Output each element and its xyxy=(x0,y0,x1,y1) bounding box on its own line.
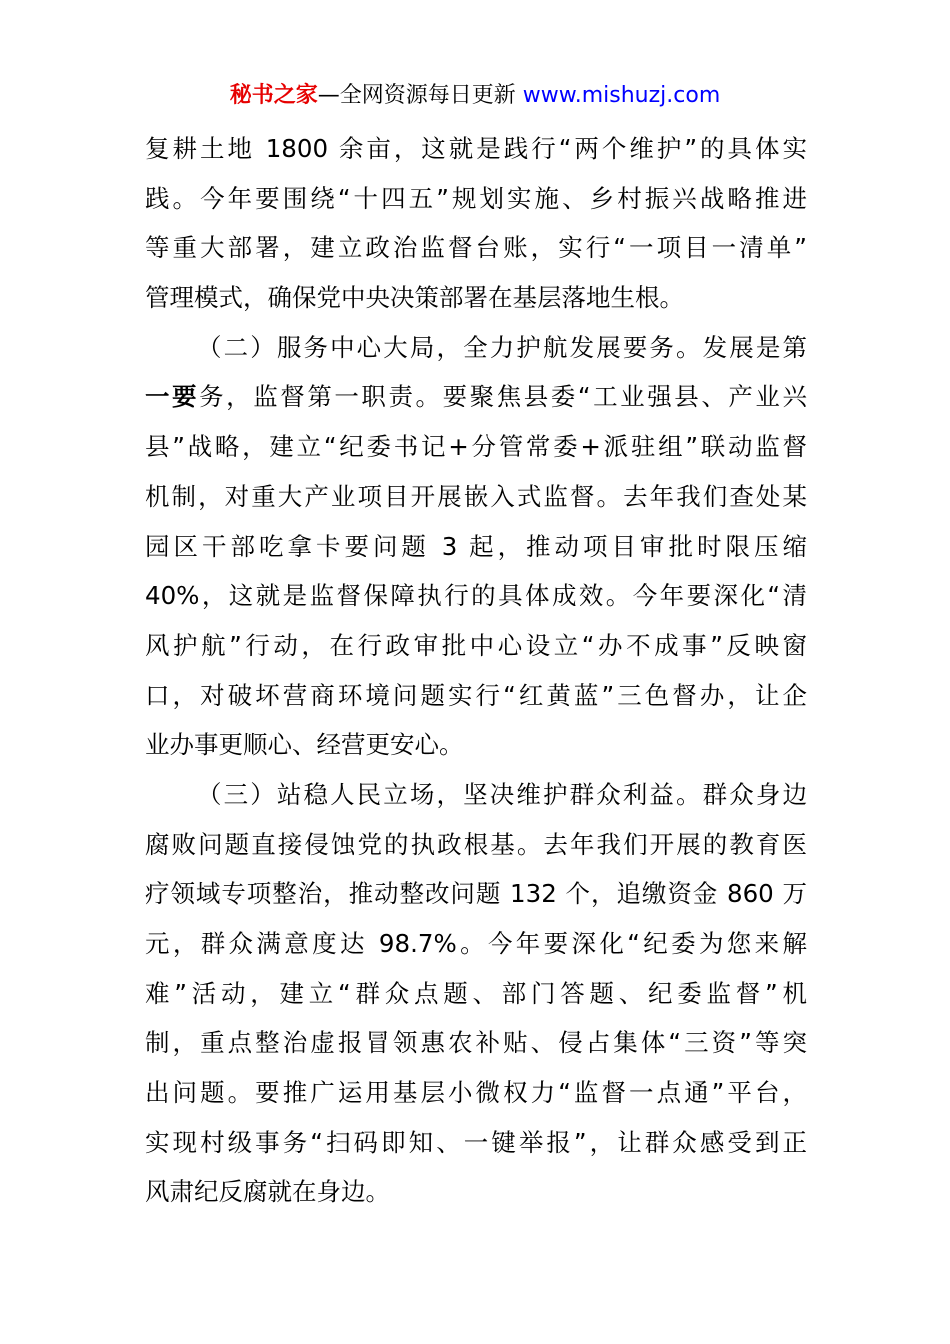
text-line-rest: 务，监督第一职责。要聚焦县委“工业强县、产业兴 xyxy=(199,382,807,412)
text-line: 管理模式，确保党中央决策部署在基层落地生根。 xyxy=(145,283,684,313)
section-heading-line: （三）站稳人民立场，坚决维护群众利益。群众身边 xyxy=(197,779,807,809)
document-body xyxy=(145,124,807,1217)
text-line: 等重大部署，建立政治监督台账，实行“一项目一清单” xyxy=(145,233,807,263)
section-heading-line: （二）服务中心大局，全力护航发展要务。发展是第 xyxy=(197,332,807,362)
text-line: 难”活动，建立“群众点题、部门答题、纪委监督”机 xyxy=(145,978,807,1008)
text-line: 40%，这就是监督保障执行的具体成效。今年要深化“清 xyxy=(145,581,807,611)
text-line: 复耕土地 1800 余亩，这就是践行“两个维护”的具体实 xyxy=(145,134,807,163)
text-line: 口，对破坏营商环境问题实行“红黄蓝”三色督办，让企 xyxy=(145,680,807,710)
text-line: 出问题。要推广运用基层小微权力“监督一点通”平台， xyxy=(145,1078,807,1108)
text-line: 制，重点整治虚报冒领惠农补贴、侵占集体“三资”等突 xyxy=(145,1028,807,1058)
text-line: 元，群众满意度达 98.7%。今年要深化“纪委为您来解 xyxy=(145,929,807,958)
text-line: 疗领域专项整治，推动整改问题 132 个，追缴资金 860 万 xyxy=(145,879,807,909)
site-brand: 秘书之家 xyxy=(229,83,318,108)
text-line: 业办事更顺心、经营更安心。 xyxy=(145,730,464,760)
text-line xyxy=(145,372,807,422)
site-url-link[interactable]: www.mishuzj.com xyxy=(522,83,721,108)
text-line: 县”战略，建立“纪委书记+分管常委+派驻组”联动监督 xyxy=(145,432,807,462)
text-line: 风护航”行动，在行政审批中心设立“办不成事”反映窗 xyxy=(145,630,807,660)
text-line: 腐败问题直接侵蚀党的执政根基。去年我们开展的教育医 xyxy=(145,829,807,859)
text-line: 实现村级事务“扫码即知、一键举报”，让群众感受到正 xyxy=(145,1127,807,1157)
text-line: 风肃纪反腐就在身边。 xyxy=(145,1177,390,1207)
text-line: 机制，对重大产业项目开展嵌入式监督。去年我们查处某 xyxy=(145,481,807,511)
bold-text: 一要 xyxy=(145,382,200,412)
site-header xyxy=(0,79,950,113)
text-line: 践。今年要围绕“十四五”规划实施、乡村振兴战略推进 xyxy=(145,183,807,213)
site-tagline: —全网资源每日更新 xyxy=(317,83,523,108)
text-line: 园区干部吃拿卡要问题 3 起，推动项目审批时限压缩 xyxy=(145,531,807,561)
